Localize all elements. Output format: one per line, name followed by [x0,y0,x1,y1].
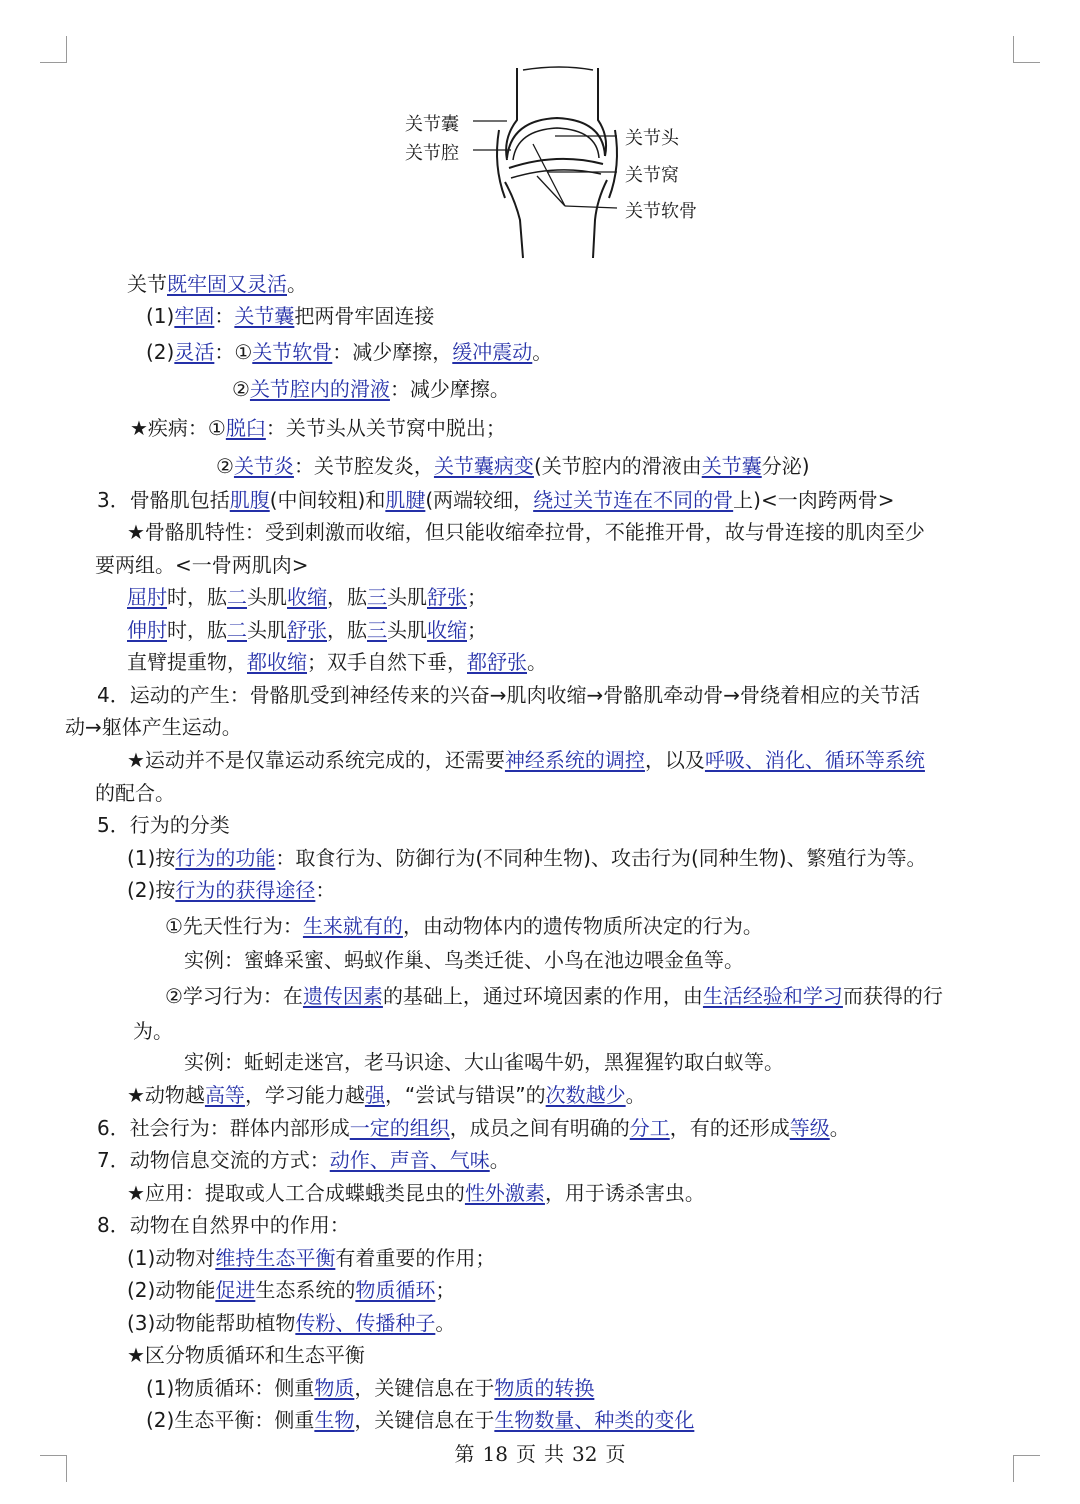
text-line [146,1374,594,1402]
text-line [127,1244,495,1272]
text-span: 直臂提重物， [127,650,247,674]
text-span: 为。 [133,1019,173,1043]
text-span: ，学习能力越 [244,1083,365,1107]
text-span: 动→躯体产生运动。 [65,715,242,739]
key-term: 舒张 [287,618,327,642]
key-term: 一定的组织 [349,1116,450,1140]
text-span: 头肌 [387,618,427,642]
text-span: 关节 [127,272,167,296]
key-term: 高等 [204,1083,245,1107]
joint-diagram [395,60,715,265]
text-span: ：① [214,340,253,364]
key-term: 神经系统的调控 [504,748,645,772]
text-span: (1) [146,304,175,328]
key-term: 生物 [314,1408,355,1432]
text-span: 5．行为的分类 [97,813,230,837]
text-span: ：减少摩擦。 [389,377,510,401]
text-line [216,452,810,480]
text-span: ： [214,304,235,328]
text-span: 头肌 [387,585,427,609]
text-span: ★骨骼肌特性：受到刺激而收缩，但只能收缩牵拉骨，不能推开骨，故与骨连接的肌肉至少 [127,520,925,544]
text-span: ，由动物体内的遗传物质所决定的行为。 [402,914,763,938]
text-line [165,912,763,940]
text-span: ★动物越 [127,1083,205,1107]
text-line [95,779,175,807]
text-span: (1)按 [127,846,176,870]
text-line [146,338,552,366]
key-term: 强 [364,1083,385,1107]
key-term: 肌腹 [229,488,270,512]
footer-gong: 共 [544,1442,564,1466]
text-line [97,811,230,839]
text-span: 时，肱 [167,585,227,609]
key-term: 缓冲震动 [452,340,533,364]
footer-di: 第 [454,1442,475,1466]
text-line [130,414,506,442]
text-span: (2)动物能 [127,1278,216,1302]
key-term: 物质循环 [355,1278,436,1302]
text-span: 头肌 [247,618,287,642]
text-span: ②学习行为：在 [165,984,303,1008]
text-span: 。 [287,272,307,296]
key-term: 维持生态平衡 [215,1246,336,1270]
text-span: 上)<一肉跨两骨> [733,488,895,512]
text-span: ★运动并不是仅靠运动系统完成的，还需要 [127,748,505,772]
text-line [95,551,309,579]
key-term: 性外激素 [464,1181,545,1205]
text-span: 而获得的行 [842,984,943,1008]
key-term: 行为的获得途径 [175,878,316,902]
text-line [184,1048,784,1076]
text-span: ★疾病：① [130,416,226,440]
text-span: 分泌) [761,454,810,478]
key-term: 关节囊 [701,454,762,478]
text-line [127,1276,455,1304]
key-term: 分工 [629,1116,670,1140]
text-span: ，“尝试与错误”的 [384,1083,546,1107]
label-joint-capsule: 关节囊 [405,114,459,135]
key-term: 关节软骨 [252,340,333,364]
text-line [127,876,335,904]
text-span: 实例：蚯蚓走迷宫，老马识途、大山雀喝牛奶，黑猩猩钓取白蚁等。 [184,1050,784,1074]
crop-mark-top-left [40,36,67,63]
key-term: 肌腱 [385,488,426,512]
text-span: 有着重要的作用； [335,1246,496,1270]
text-span: (1)动物对 [127,1246,216,1270]
text-span: ： [315,878,336,902]
key-term: 脱臼 [225,416,266,440]
text-span: 要两组。<一骨两肌肉> [95,553,309,577]
text-span: 头肌 [247,585,287,609]
text-span: ★区分物质循环和生态平衡 [127,1343,365,1367]
key-term: 物质 [314,1376,355,1400]
leader-cartilage-b [537,176,565,206]
text-span: ，肱 [327,618,367,642]
text-span: 把两骨牢固连接 [294,304,435,328]
text-line [97,486,894,514]
key-term: 关节炎 [233,454,294,478]
text-span: 。 [829,1116,850,1140]
text-span: 。 [435,1311,456,1335]
text-line [127,746,925,774]
text-line [127,1081,646,1109]
key-term: 促进 [215,1278,256,1302]
text-span: 。 [532,340,553,364]
footer-page-number: 18 [482,1442,508,1466]
text-span: ：减少摩擦， [332,340,453,364]
text-span: (中间较粗)和 [269,488,386,512]
text-span: ，成员之间有明确的 [449,1116,630,1140]
text-span: 8．动物在自然界中的作用： [97,1213,350,1237]
key-term: 三 [367,585,387,609]
text-span: ，关键信息在于 [354,1376,495,1400]
key-term: 关节囊病变 [433,454,534,478]
text-line [127,1341,365,1369]
key-term: 生活经验和学习 [702,984,843,1008]
key-term: 绕过关节连在不同的骨 [533,488,734,512]
key-term: 伸肘 [127,618,167,642]
text-span: ①先天性行为： [165,914,303,938]
key-term: 生物数量、种类的变化 [494,1408,695,1432]
text-span: 时，肱 [167,618,227,642]
text-span: ，有的还形成 [669,1116,790,1140]
key-term: 动作、声音、气味 [329,1148,490,1172]
key-term: 屈肘 [127,585,167,609]
text-span: ； [467,618,487,642]
key-term: 都舒张 [467,650,527,674]
text-line [146,1406,694,1434]
leader-cartilage [565,206,617,208]
text-line [127,616,487,644]
text-span: (两端较细， [425,488,534,512]
text-line [127,844,927,872]
text-span: ，用于诱杀害虫。 [544,1181,705,1205]
text-span: ，关键信息在于 [354,1408,495,1432]
key-term: 牢固 [174,304,215,328]
text-line [127,1309,455,1337]
text-span: ：取食行为、防御行为(不同种生物)、攻击行为(同种生物)、繁殖行为等。 [275,846,927,870]
footer-ye: 页 [516,1442,536,1466]
text-line [184,946,744,974]
footer-ye2: 页 [605,1442,626,1466]
label-joint-head: 关节头 [625,128,679,149]
text-line [97,1114,850,1142]
key-term: 既牢固又灵活 [167,272,287,296]
text-line [97,1146,510,1174]
text-span: (2)生态平衡：侧重 [146,1408,315,1432]
text-span: (2)按 [127,878,176,902]
text-line [146,302,434,330]
text-span: 6．社会行为：群体内部形成 [97,1116,350,1140]
key-term: 都收缩 [247,650,307,674]
text-line [232,375,510,403]
text-span: ；双手自然下垂， [307,650,467,674]
text-line [127,648,547,676]
key-term: 舒张 [427,585,467,609]
key-term: 传粉、传播种子 [295,1311,436,1335]
text-line [127,1179,705,1207]
text-line [127,583,487,611]
text-span: ★应用：提取或人工合成蝶蛾类昆虫的 [127,1181,465,1205]
text-line [127,518,925,546]
key-term: 遗传因素 [302,984,383,1008]
key-term: 等级 [789,1116,830,1140]
text-span: (2) [146,340,175,364]
page-footer [0,1440,1080,1468]
text-line [65,713,242,741]
leader-cartilage-a [533,144,565,206]
text-span: (3)动物能帮助植物 [127,1311,296,1335]
text-span: ：关节头从关节窝中脱出； [265,416,506,440]
key-term: 次数越少 [545,1083,626,1107]
key-term: 行为的功能 [175,846,276,870]
text-span: 生态系统的 [255,1278,356,1302]
key-term: 呼吸、消化、循环等系统 [704,748,925,772]
key-term: 收缩 [287,585,327,609]
crop-mark-top-right [1013,36,1040,63]
text-span: 实例：蜜蜂采蜜、蚂蚁作巢、鸟类迁徙、小鸟在池边喂金鱼等。 [184,948,744,972]
text-span: ：关节腔发炎， [293,454,434,478]
key-term: 生来就有的 [302,914,403,938]
text-span: 。 [489,1148,510,1172]
text-span: (关节腔内的滑液由 [533,454,702,478]
label-joint-cavity: 关节腔 [405,143,459,164]
text-span: ，肱 [327,585,367,609]
text-span: (1)物质循环：侧重 [146,1376,315,1400]
key-term: 灵活 [174,340,215,364]
text-span: 。 [527,650,547,674]
label-joint-socket: 关节窝 [625,165,679,186]
text-line [97,681,920,709]
text-span: ，以及 [644,748,705,772]
key-term: 三 [367,618,387,642]
text-span: 3．骨骼肌包括 [97,488,230,512]
key-term: 关节腔内的滑液 [249,377,390,401]
text-line [97,1211,350,1239]
footer-total-pages: 32 [572,1442,598,1466]
key-term: 物质的转换 [494,1376,595,1400]
label-joint-cartilage: 关节软骨 [625,201,697,222]
text-span: 的配合。 [95,781,175,805]
key-term: 二 [227,585,247,609]
text-line [133,1017,173,1045]
text-span: 。 [625,1083,646,1107]
text-span: 4．运动的产生：骨骼肌受到神经传来的兴奋→肌肉收缩→骨骼肌牵动骨→骨绕着相应的关节活 [97,683,920,707]
text-span: 的基础上，通过环境因素的作用，由 [382,984,703,1008]
text-span: ② [216,454,234,478]
text-line [165,982,943,1010]
key-term: 关节囊 [234,304,295,328]
text-span: ； [435,1278,456,1302]
key-term: 收缩 [427,618,467,642]
text-span: ② [232,377,250,401]
text-span: 7．动物信息交流的方式： [97,1148,330,1172]
text-span: ； [467,585,487,609]
key-term: 二 [227,618,247,642]
text-line [127,270,307,298]
